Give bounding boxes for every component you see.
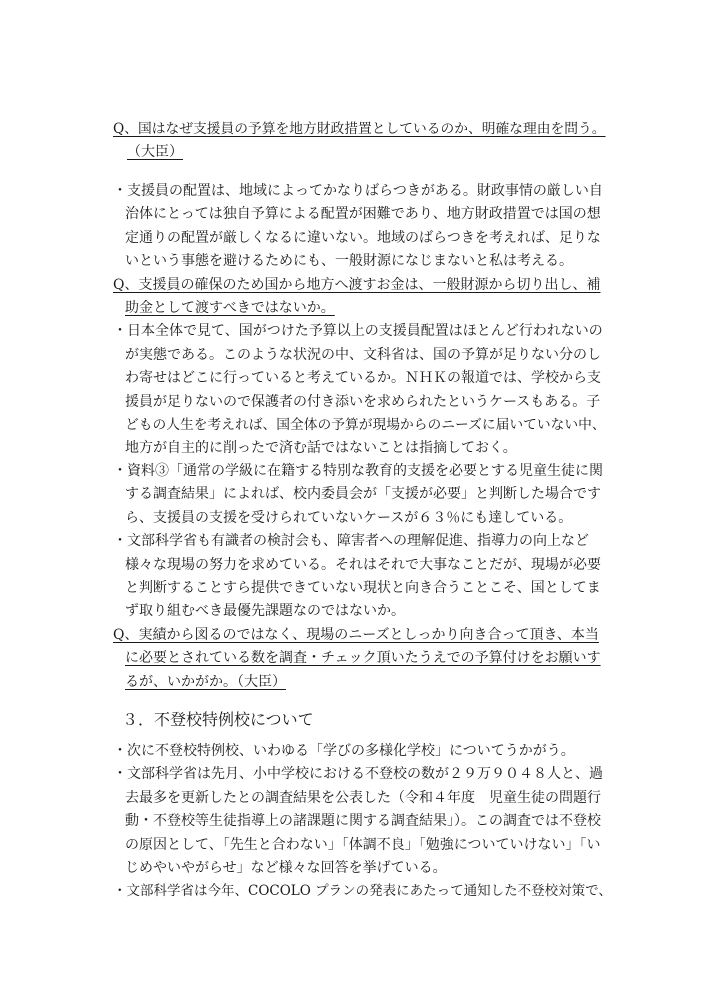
- paragraph-3: [113, 460, 613, 530]
- paragraph-3-line: ・資料③「通常の学級に在籍する特別な教育的支援を必要とする児童生徒に関: [113, 463, 603, 479]
- paragraph-6-line: の原因として、「先生と合わない」「体調不良」「勉強についていけない」「い: [125, 836, 601, 853]
- paragraph-6: [113, 763, 613, 880]
- paragraph-2-line: ・日本全体で見て、国がつけた予算以上の支援員配置はほとんど行われないの: [113, 323, 603, 340]
- paragraph-4-line: ・文部科学省も有識者の検討会も、障害者への理解促進、指導力の向上など: [113, 533, 589, 550]
- paragraph-1-line: 定通りの配置が厳しくなるに違いない。地域のばらつきを考えれば、足りな: [125, 229, 601, 246]
- paragraph-2-line: どもの人生を考えれば、国全体の予算が現場からのニーズに届いていない中、: [125, 416, 606, 433]
- question-3-line: るが、いかがか。（大臣）: [125, 673, 286, 690]
- paragraph-1-line: いという事態を避けるためにも、一般財源になじまないと私は考える。: [125, 253, 573, 270]
- paragraph-2-line: わ寄せはどこに行っていると考えているか。ＮＨＫの報道では、学校から支: [125, 370, 601, 387]
- paragraph-4-line: 様々な現場の努力を求めている。それはそれで大事なことだが、現場が必要: [125, 556, 601, 573]
- question-3: [113, 624, 613, 694]
- paragraph-6-line: じめやいやがらせ」など様々な回答を挙げている。: [125, 859, 447, 876]
- question-1: [113, 118, 613, 165]
- paragraph-3-line: する調査結果」によれば、校内委員会が「支援が必要」と判断した場合です: [125, 486, 601, 503]
- paragraph-2-line: 地方が自主的に削ったで済む話ではないことは指摘しておく。: [125, 440, 517, 457]
- paragraph-6-line: 動・不登校等生徒指導上の諸課題に関する調査結果」）。この調査では不登校: [125, 813, 601, 830]
- question-3-line: に必要とされている数を調査・チェック頂いたうえでの予算付けをお願いす: [125, 650, 601, 667]
- question-1-line: （大臣）: [127, 144, 183, 161]
- question-2-line: Q、支援員の確保のため国から地方へ渡すお金は、一般財源から切り出し、補: [113, 276, 601, 293]
- paragraph-6-line: 去最多を更新したとの調査結果を公表した（令和４年度 児童生徒の問題行: [125, 789, 601, 806]
- question-1-line: Q、国はなぜ支援員の予算を地方財政措置としているのか、明確な理由を問う。: [113, 121, 606, 137]
- paragraph-5: [113, 740, 613, 763]
- question-2-line: 助金として渡すべきではないか。: [125, 299, 335, 316]
- paragraph-1-line: 治体にとっては独自予算による配置が困難であり、地方財政措置では国の想: [125, 206, 601, 223]
- paragraph-4-line: ず取り組むべき最優先課題なのではないか。: [125, 603, 405, 620]
- paragraph-1-line: ・支援員の配置は、地域によってかなりばらつきがある。財政事情の厳しい自: [113, 183, 603, 199]
- question-2: [113, 274, 613, 321]
- question-3-line: Q、実績から図るのではなく、現場のニーズとしっかり向き合って頂き、本当: [113, 626, 599, 643]
- paragraph-1: [113, 180, 613, 274]
- paragraph-2: [113, 320, 613, 460]
- paragraph-4-line: と判断することすら提供できていない現状と向き合うことこそ、国としてま: [125, 579, 601, 596]
- paragraph-7-line: ・文部科学省は今年、COCOLO プランの発表にあたって通知した不登校対策で、: [113, 883, 612, 900]
- section-heading: ３．不登校特例校について: [122, 710, 314, 729]
- paragraph-6-line: ・文部科学省は先月、小中学校における不登校の数が２９万９０４８人と、過: [113, 766, 603, 783]
- paragraph-2-line: が実態である。このような状況の中、文科省は、国の予算が足りない分のし: [125, 346, 601, 363]
- paragraph-2-line: 援員が足りないので保護者の付き添いを求められたというケースもある。子: [125, 393, 601, 410]
- paragraph-3-line: ら、支援員の支援を受けられていないケースが６３％にも達している。: [125, 509, 573, 526]
- paragraph-7: [113, 880, 613, 903]
- paragraph-5-line: ・次に不登校特例校、いわゆる「学びの多様化学校」についてうかがう。: [113, 743, 575, 759]
- paragraph-4: [113, 530, 613, 624]
